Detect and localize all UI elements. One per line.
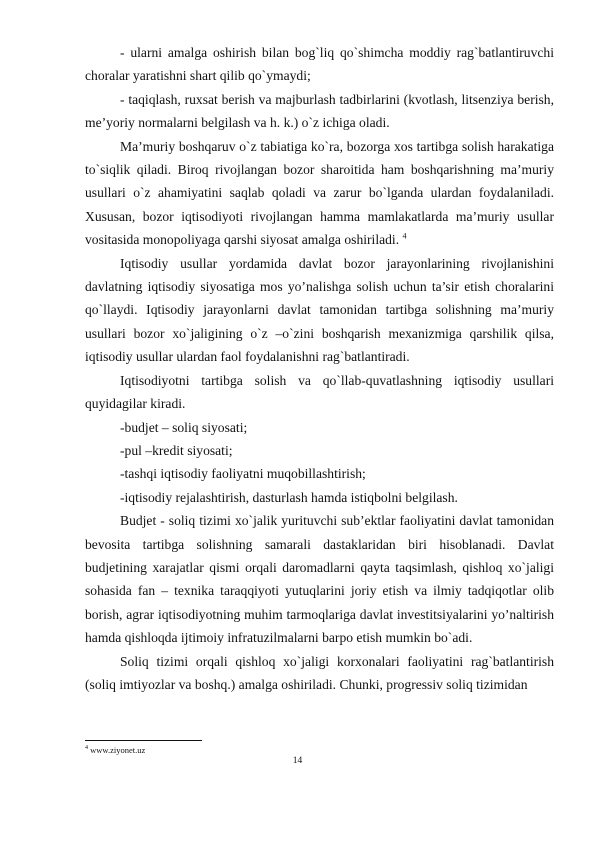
paragraph: Iqtisodiy usullar yordamida davlat bozor jarayonlarining rivojlanishini davlatning iqtisodiy siyosatiga mos yo’nalishga solish uchun ta’sir etish choralarini qo`llaydi. Iqtisodiy jarayonlarni davlat tamonidan tartibga solishning ma’muriy usullari bozor xo`jaligining o`z –o`zini boshqarish mexanizmiga qarshilik qilsa, iqtisodiy usullar ulardan faol foydalanishni rag`batlantiradi. (85, 255, 554, 365)
footnote-separator (85, 740, 202, 741)
paragraph-text: Ma’muriy boshqaruv o`z tabiatiga ko`ra, bozorga xos tartibga solish harakatiga to`siqlik qiladi. Biroq rivojlangan bozor sharoitida ham boshqarishning ma’muriy usullari o`z ahamiyatini saqlab qoladi va zarur bo`lganda ulardan foydalaniladi. Xususan, bozor iqtisodiyoti rivojlangan hamma mamlakatlarda ma’muriy usullar vositasida monopoliyaga qarshi siyosat amalga oshiriladi. (85, 138, 554, 248)
list-item: -pul –kredit siyosati; (120, 442, 233, 458)
body-text (85, 41, 554, 696)
paragraph: Soliq tizimi orqali qishloq xo`jaligi korxonalari faoliyatini rag`batlantirish (soliq imtiyozlar va boshq.) amalga oshiriladi. Chunki, progressiv soliq tizimidan (85, 653, 554, 692)
footnote-reference[interactable]: 4 (402, 231, 407, 241)
list-item: -iqtisodiy rejalashtirish, dasturlash hamda istiqbolni belgilash. (120, 489, 458, 505)
footnote-marker: 4 (85, 745, 88, 751)
footnote-text[interactable]: www.ziyonet.uz (90, 744, 146, 755)
list-item: -tashqi iqtisodiy faoliyatni muqobillashtirish; (120, 466, 366, 482)
paragraph: - taqiqlash, ruxsat berish va majburlash tadbirlarini (kvotlash, litsenziya berish, me’yoriy normalarni belgilash va h. k.) o`z ichiga oladi. (85, 91, 554, 131)
paragraph: Iqtisodiyotni tartibga solish va qo`llab-quvatlashning iqtisodiy usullari quyidagilar kiradi. (85, 372, 554, 412)
list-item: -budjet – soliq siyosati; (120, 419, 248, 435)
paragraph: Budjet - soliq tizimi xo`jalik yurituvchi sub’ektlar faoliyatini davlat tamonidan bevosita tartibga solishning samarali dastaklaridan biri hisoblanadi. Davlat budjetining xarajatlar qismi orqali daromadlarni qayta taqsimlash, qishloq xo`jaligi sohasida fan – texnika taraqqiyoti yutuqlarini joriy etish va ilmiy tadqiqotlar olib borish, agrar iqtisodiyotning muhim tarmoqlariga davlat investitsiyalarini yo’naltirish hamda qishloqda ijtimoiy infratuzilmalarni barpo etish mumkin bo`adi. (85, 513, 554, 646)
page-number: 14 (292, 756, 303, 766)
paragraph (85, 135, 554, 252)
paragraph: - ularni amalga oshirish bilan bog`liq qo`shimcha moddiy rag`batlantiruvchi choralar yaratishni shart qilib qo`ymaydi; (85, 45, 554, 84)
footnote (85, 743, 145, 756)
